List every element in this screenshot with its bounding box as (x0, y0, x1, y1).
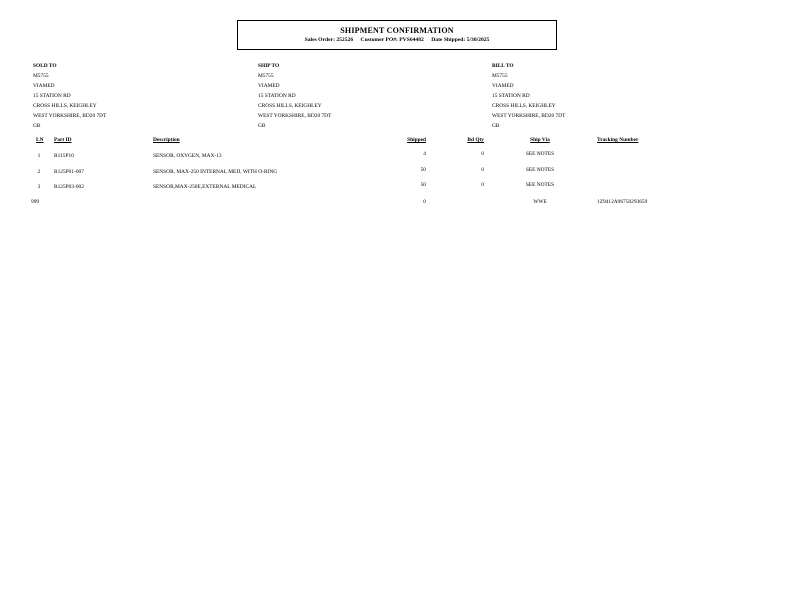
table-cell-description: SENSOR, MAX-250 INTERNAL MED, WITH O-RING (153, 169, 278, 175)
ship-to-heading: SHIP TO (258, 63, 280, 69)
sold-to-heading: SOLD TO (33, 63, 57, 69)
sales-order: Sales Order: 252526 (304, 37, 354, 43)
table-cell-ln: 2 (37, 169, 41, 175)
column-header-tracking: Tracking Number (597, 137, 639, 143)
bill-to-line: GB (492, 123, 500, 129)
ship-to-line: GB (258, 123, 266, 129)
table-cell-description: SENSOR, OXYGEN, MAX-13 (153, 153, 222, 159)
ship-to-line: CROSS HILLS, KEIGHLEY (258, 103, 322, 109)
bill-to-line: VIAMED (492, 83, 514, 89)
ship-to-line: VIAMED (258, 83, 280, 89)
table-cell-bo-qty: 0 (481, 151, 484, 157)
column-header-ship-via: Ship Via (530, 137, 550, 143)
table-cell-part-id: R125P01-007 (54, 169, 84, 175)
table-cell-ln: 3 (37, 184, 41, 190)
table-cell-description: SENSOR,MAX-250E,EXTERNAL MEDICAL (153, 184, 257, 190)
table-cell-ship-via: WWE (533, 199, 547, 205)
date-shipped: Date Shipped: 5/30/2025 (431, 37, 490, 43)
table-cell-shipped: 50 (420, 182, 426, 188)
bill-to-line: 15 STATION RD (492, 93, 530, 99)
bill-to-line: M5755 (492, 73, 508, 79)
column-header-shipped: Shipped (407, 137, 426, 143)
document-title-box (237, 20, 557, 50)
ship-to-line: 15 STATION RD (258, 93, 296, 99)
table-cell-shipped: 0 (423, 199, 426, 205)
sold-to-line: VIAMED (33, 83, 55, 89)
column-header-description: Description (153, 137, 180, 143)
table-cell-ship-via: SEE NOTES (525, 167, 555, 173)
table-cell-ship-via: SEE NOTES (525, 151, 555, 157)
table-cell-bo-qty: 0 (481, 167, 484, 173)
table-cell-part-id: R125P03-002 (54, 184, 84, 190)
table-cell-ln: 1 (37, 153, 41, 159)
table-cell-ship-via: SEE NOTES (525, 182, 555, 188)
ship-to-line: WEST YORKSHIRE, BD20 7DT (258, 113, 332, 119)
sold-to-block (33, 61, 106, 131)
sold-to-line: GB (33, 123, 41, 129)
ship-to-line: M5755 (258, 73, 274, 79)
column-header-bo-qty: Bd Qty (467, 137, 484, 143)
table-cell-shipped: 50 (420, 167, 426, 173)
column-header-part-id: Part ID (54, 137, 72, 143)
table-cell-ln: 999 (31, 199, 40, 205)
table-cell-bo-qty: 0 (481, 182, 484, 188)
sold-to-line: WEST YORKSHIRE, BD20 7DT (33, 113, 107, 119)
table-cell-shipped: 4 (423, 151, 426, 157)
column-header-ln: LN (36, 137, 44, 143)
table-cell-part-id: R115P10 (54, 153, 74, 159)
bill-to-line: WEST YORKSHIRE, BD20 7DT (492, 113, 566, 119)
document-title: SHIPMENT CONFIRMATION (340, 26, 454, 35)
sold-to-line: 15 STATION RD (33, 93, 71, 99)
document-subtitle (238, 36, 556, 45)
customer-po: Customer PO#: PVS64482 (360, 37, 424, 43)
sold-to-line: CROSS HILLS, KEIGHLEY (33, 103, 97, 109)
bill-to-line: CROSS HILLS, KEIGHLEY (492, 103, 556, 109)
sold-to-line: M5755 (33, 73, 49, 79)
bill-to-block (492, 61, 565, 131)
ship-to-block (258, 61, 331, 131)
bill-to-heading: BILL TO (492, 63, 514, 69)
table-cell-tracking: 1Z9412A96750293659 (597, 199, 648, 205)
